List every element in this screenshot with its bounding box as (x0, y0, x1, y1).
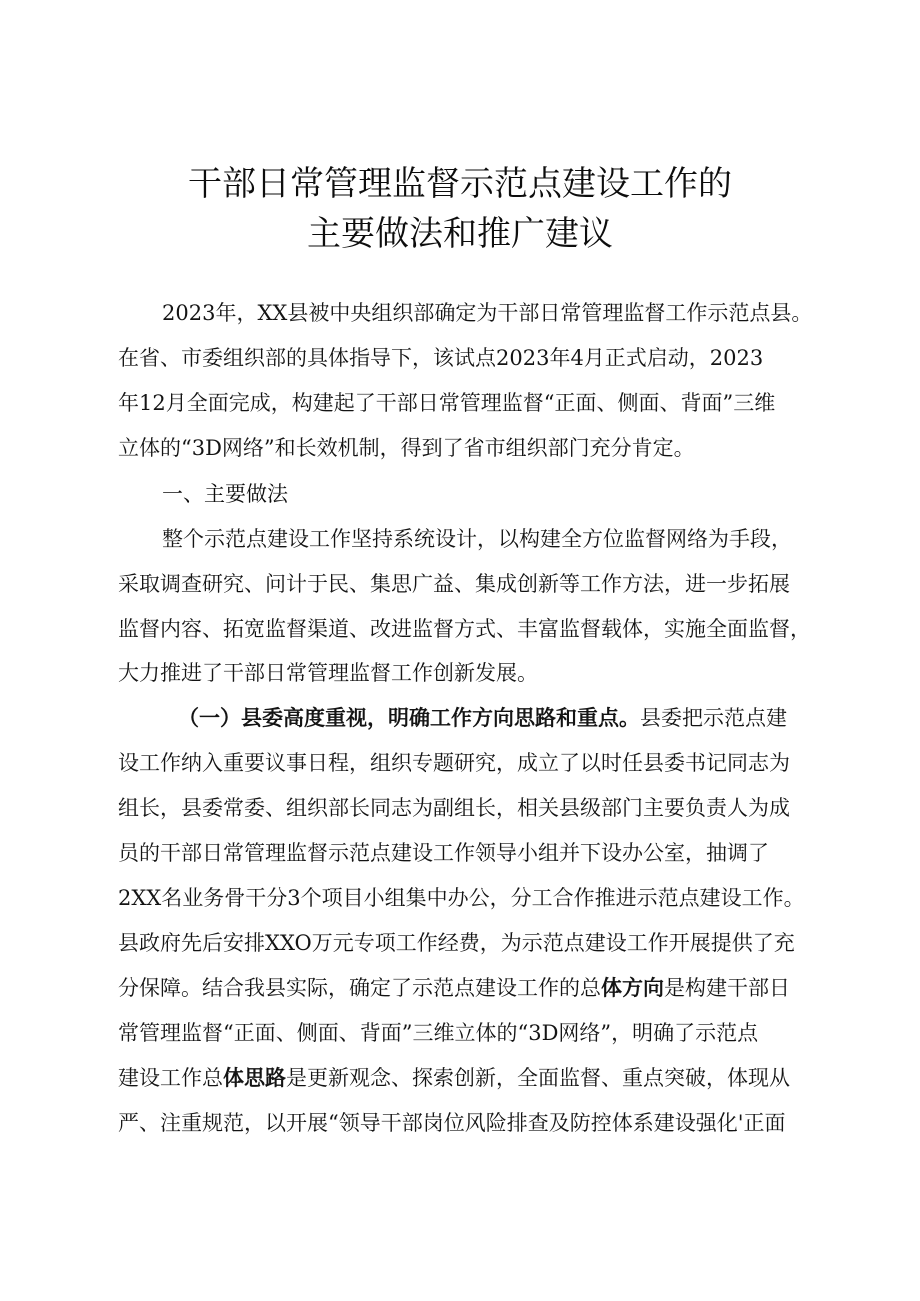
subsection-line-2: 组长，县委常委、组织部长同志为副组长，相关县级部门主要负责人为成 (118, 796, 790, 820)
intro-line-1: 2023年，XX县被中央组织部确定为干部日常管理监督工作示范点县。 (162, 301, 813, 325)
line-6-text-b: 是构建干部日 (664, 976, 790, 1000)
subsection-line-1: 设工作纳入重要议事日程，组织专题研究，成立了以时任县委书记同志为 (118, 751, 790, 775)
section-para-line-1: 整个示范点建设工作坚持系统设计，以构建全方位监督网络为手段， (162, 527, 792, 551)
subsection-lead-line (178, 703, 840, 733)
line-8-text-a: 建设工作总 (118, 1066, 223, 1090)
intro-line-4: 立体的“3D网络”和长效机制，得到了省市组织部门充分肯定。 (118, 436, 695, 460)
intro-line-3: 年12月全面完成，构建起了干部日常管理监督“正面、侧面、背面”三维 (118, 391, 776, 415)
intro-line-2: 在省、市委组织部的具体指导下，该试点2023年4月正式启动，2023 (118, 346, 764, 370)
document-title-line-1: 干部日常管理监督示范点建设工作的 (188, 164, 732, 204)
subsection-line-4: 2XX名业务骨干分3个项目小组集中办公，分工合作推进示范点建设工作。 (118, 886, 805, 910)
subsection-lead-text: 县委把示范点建 (640, 706, 787, 730)
subsection-heading: （一）县委高度重视，明确工作方向思路和重点。 (178, 706, 640, 730)
line-8-bold: 体思路 (223, 1066, 286, 1090)
subsection-line-5: 县政府先后安排XXO万元专项工作经费，为示范点建设工作开展提供了充 (118, 931, 795, 955)
section-para-line-3: 监督内容、拓宽监督渠道、改进监督方式、丰富监督载体，实施全面监督， (118, 617, 811, 641)
section-para-line-2: 采取调查研究、问计于民、集思广益、集成创新等工作方法，进一步拓展 (118, 572, 790, 596)
subsection-line-3: 员的干部日常管理监督示范点建设工作领导小组并下设办公室，抽调了 (118, 841, 769, 865)
line-6-text-a: 分保障。结合我县实际，确定了示范点建设工作的总 (118, 976, 601, 1000)
subsection-line-9: 严、注重规范，以开展“领导干部岗位风险排查及防控体系建设强化'正面 (118, 1111, 786, 1135)
line-6-bold: 体方向 (601, 976, 664, 1000)
section-para-line-4: 大力推进了干部日常管理监督工作创新发展。 (118, 661, 538, 685)
document-title-line-2: 主要做法和推广建议 (307, 214, 613, 254)
section-heading: 一、主要做法 (162, 482, 288, 506)
line-8-text-b: 是更新观念、探索创新，全面监督、重点突破，体现从 (286, 1066, 790, 1090)
subsection-line-6 (118, 973, 824, 1003)
subsection-line-7: 常管理监督“正面、侧面、背面”三维立体的“3D网络”，明确了示范点 (118, 1021, 759, 1045)
subsection-line-8 (118, 1063, 824, 1093)
